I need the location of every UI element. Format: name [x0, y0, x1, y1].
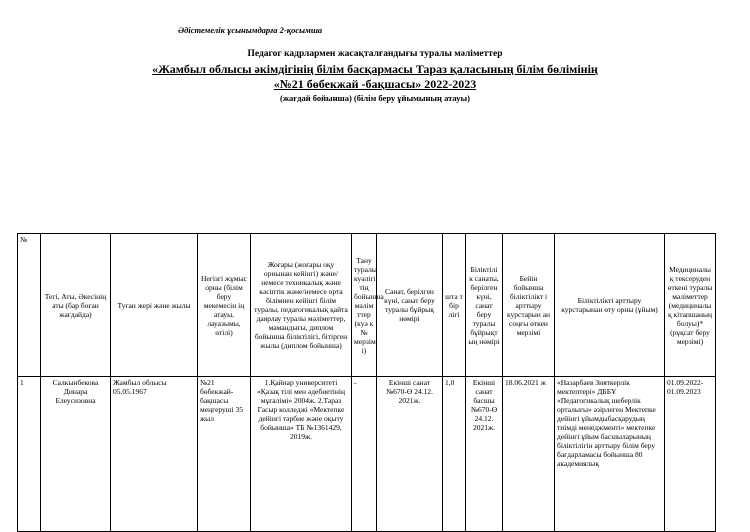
- table-header-row: [18, 234, 716, 377]
- col-header-rate: шта т бір лігі: [443, 234, 466, 377]
- col-header-course-date: Бейін бойынша біліктілікт і арттыру курстарын ан соңғы өткен мерзімі: [503, 234, 555, 377]
- cell-medical: 01.09.2022-01.09.2023: [665, 377, 716, 532]
- cell-name: Салкынбекова Динара Елеусизовна: [41, 377, 111, 532]
- col-header-name: Тегі, Аты, Әкесінің аты (бар боған жағдайда): [41, 234, 111, 377]
- col-header-medical: Медициналы қ тексеруден өткені туралы мәліметтер (медициналы қ кітапшаның болуы)* (рұқсат беру мерзімі): [665, 234, 716, 377]
- cell-course-date: 18.06.2021 ж: [503, 377, 555, 532]
- staff-table: [17, 233, 716, 532]
- cell-education: 1.Қайнар университеті «Қазақ тілі мен әдебиетінің мұғалімі» 2004ж. 2.Тараз Гасыр колледжі «Мектепке дейінгі тәрбие және оқыту бойынша» ТБ №1361429, 2019ж.: [251, 377, 352, 532]
- col-header-recognition: Тану туралы куәлігі тің бойынша мәлім ттер (куә к № мерзім і): [352, 234, 377, 377]
- cell-category: Екінші санат №670-Ө 24.12. 2021ж.: [377, 377, 443, 532]
- cell-rate: 1,0: [443, 377, 466, 532]
- cell-recognition: -: [352, 377, 377, 532]
- col-header-qual-category: Біліктілі к санаты, берілген күні, санат беру туралы бұйрықт ың нөмірі: [466, 234, 503, 377]
- title-line-3: «№21 бөбекжай -бақшасы» 2022-2023: [273, 77, 477, 91]
- title-line-2: «Жамбыл облысы әкімдігінің білім басқармасы Тараз қаласының білім бөлімінің: [152, 62, 598, 76]
- cell-qual-category: Екінші санат басшы №670-Ө 24.12. 2021ж.: [466, 377, 503, 532]
- title-line-1: Педагог кадрлармен жасақталғандығы туралы мәліметтер: [247, 49, 503, 59]
- appendix-note: Әдістемелік ұсынымдарға 2-қосымша: [178, 25, 323, 35]
- title-line-4: (жағдай бойынша) (білім беру ұйымының атауы): [280, 93, 470, 103]
- col-header-birth: Туған жері және жылы: [111, 234, 198, 377]
- cell-workplace: №21 бөбекжай-бақшасы меңгеруші 35 жыл: [198, 377, 251, 532]
- cell-birth: Жамбыл облысы 05.05.1967: [111, 377, 198, 532]
- col-header-education: Жоғары (жоғары оқу орнынан кейінгі) және/немесе техникалық және кәсіптік және/немесе орта білімнен кейінгі білім туралы, педагогикалық қайта даярлау туралы мәліметтер, мамандығы, диплом бойынша біліктілігі, бітірген жылы (диплом бойынша): [251, 234, 352, 377]
- col-header-num: №: [18, 234, 41, 377]
- col-header-category: Санат, берілген күні, санат беру туралы бұйрық нөмірі: [377, 234, 443, 377]
- cell-course-place: «Назарбаев Зияткерлік мектептері» ДББҰ «Педагогикалық шеберлік орталығы» әзірлеген Мектепке дейінгі ұйымдыбасқарудың тиімді менеджменті» мектепке дейінгі ұйым басшыларының біліктілігін арттыру білім беру бағдарламасы бойынша 80 академиялық: [555, 377, 665, 532]
- col-header-course-place: Біліктілікті арттыру курстарынан өту орны (ұйым): [555, 234, 665, 377]
- cell-num: 1: [18, 377, 41, 532]
- table-row: [18, 377, 716, 532]
- col-header-workplace: Негізгі жұмыс орны (білім беру мекемесін ің атауы, лауазымы, өтілі): [198, 234, 251, 377]
